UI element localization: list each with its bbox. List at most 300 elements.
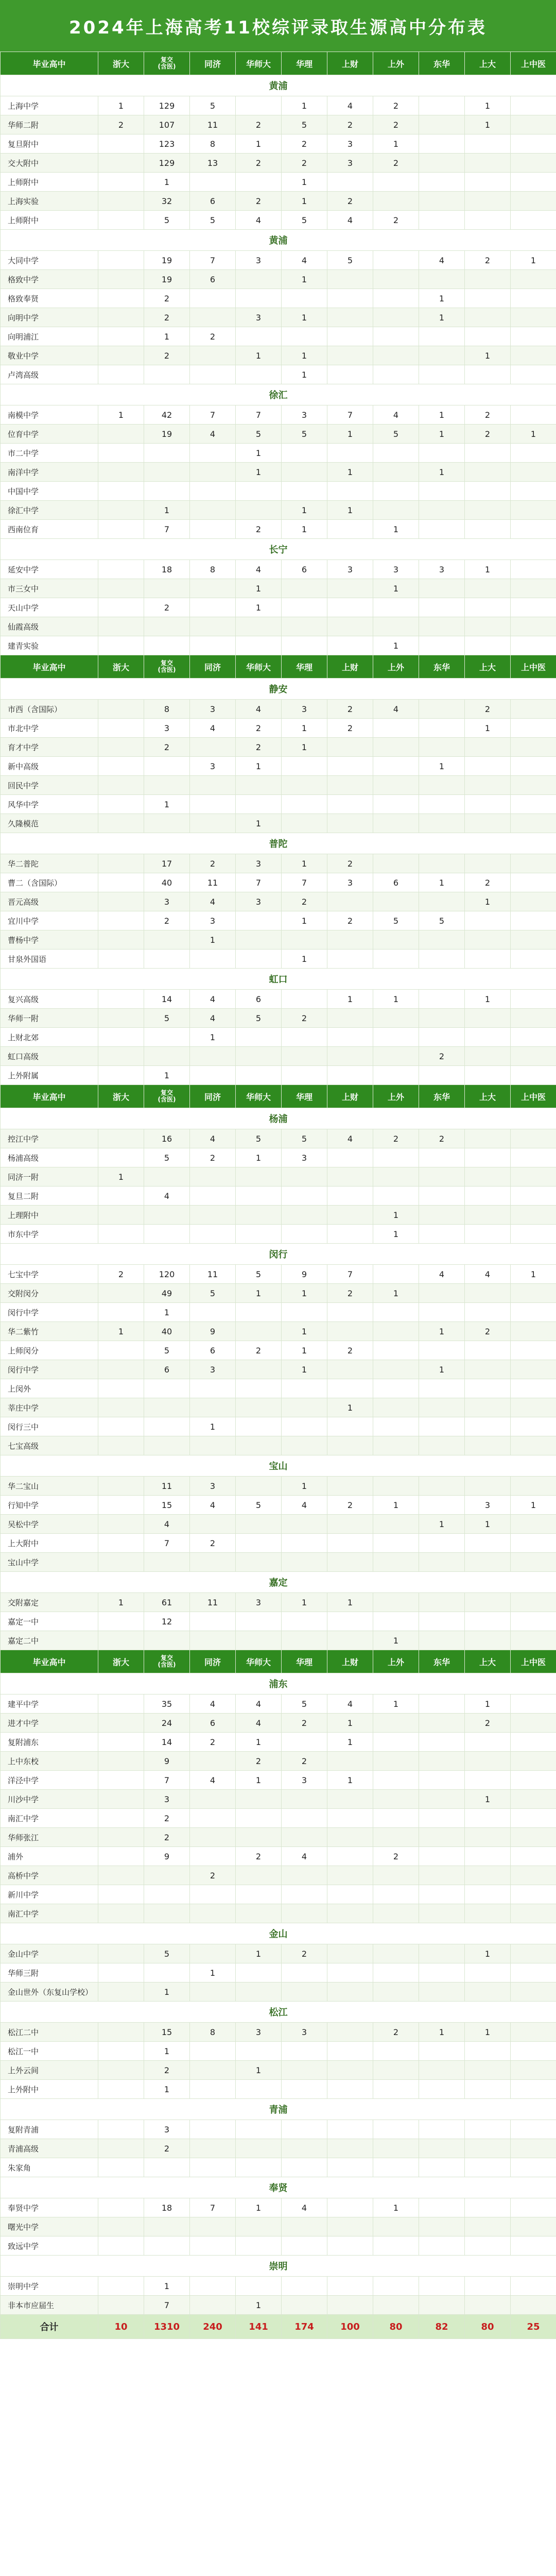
count-cell — [419, 173, 465, 192]
count-cell — [327, 1790, 373, 1809]
school-name: 仙霞高级 — [1, 617, 98, 636]
count-cell — [465, 365, 511, 384]
school-row — [1, 1066, 556, 1085]
count-cell — [98, 2139, 144, 2158]
count-cell: 3 — [282, 1148, 327, 1167]
count-cell — [98, 1148, 144, 1167]
school-name: 吴松中学 — [1, 1515, 98, 1534]
count-cell — [282, 2061, 327, 2080]
count-cell — [327, 1303, 373, 1322]
count-cell — [98, 1694, 144, 1714]
count-cell — [190, 346, 236, 365]
count-cell — [236, 1534, 282, 1553]
count-cell: 3 — [190, 757, 236, 776]
district-row — [1, 539, 556, 560]
count-cell — [511, 911, 556, 930]
count-cell — [98, 1733, 144, 1752]
count-cell — [373, 1904, 419, 1923]
count-cell: 6 — [190, 270, 236, 289]
count-cell: 49 — [144, 1284, 190, 1303]
count-cell — [327, 1963, 373, 1982]
count-cell: 3 — [190, 1360, 236, 1379]
count-cell — [373, 173, 419, 192]
school-row — [1, 501, 556, 520]
school-name: 华师三附 — [1, 1963, 98, 1982]
count-cell: 1 — [282, 520, 327, 539]
header-row — [1, 1085, 556, 1108]
count-cell — [327, 1417, 373, 1436]
school-row — [1, 1752, 556, 1771]
count-cell — [236, 1066, 282, 1085]
count-cell — [373, 2120, 419, 2139]
count-cell — [98, 1534, 144, 1553]
count-cell — [144, 1866, 190, 1885]
count-cell: 1 — [282, 192, 327, 211]
count-cell: 2 — [190, 1733, 236, 1752]
count-cell — [419, 1982, 465, 2002]
count-cell: 1 — [511, 1265, 556, 1284]
count-cell: 8 — [190, 560, 236, 579]
header-cell: 毕业高中 — [1, 52, 98, 75]
count-cell — [373, 1047, 419, 1066]
count-cell — [144, 2236, 190, 2256]
count-cell — [98, 617, 144, 636]
count-cell — [190, 2120, 236, 2139]
count-cell: 7 — [327, 405, 373, 425]
count-cell: 3 — [236, 2023, 282, 2042]
count-cell: 2 — [190, 854, 236, 873]
count-cell — [511, 308, 556, 327]
count-cell — [465, 1771, 511, 1790]
count-cell — [511, 1303, 556, 1322]
count-cell: 1 — [282, 1322, 327, 1341]
school-name: 南汇中学 — [1, 1809, 98, 1828]
count-cell — [511, 173, 556, 192]
count-cell: 1 — [144, 1066, 190, 1085]
count-cell — [98, 1477, 144, 1496]
count-cell: 4 — [144, 1515, 190, 1534]
count-cell — [465, 211, 511, 230]
count-cell: 2 — [465, 405, 511, 425]
count-cell — [236, 1809, 282, 1828]
school-name: 七宝中学 — [1, 1265, 98, 1284]
count-cell: 1 — [465, 115, 511, 134]
count-cell: 2 — [327, 1284, 373, 1303]
count-cell — [511, 854, 556, 873]
school-name: 华师二附 — [1, 115, 98, 134]
school-name: 风华中学 — [1, 795, 98, 814]
count-cell — [236, 1866, 282, 1885]
school-name: 延安中学 — [1, 560, 98, 579]
school-name: 上海中学 — [1, 96, 98, 115]
count-cell — [98, 1866, 144, 1885]
count-cell — [373, 501, 419, 520]
count-cell: 6 — [144, 1360, 190, 1379]
count-cell: 1 — [282, 1284, 327, 1303]
count-cell: 5 — [144, 211, 190, 230]
count-cell: 1 — [236, 1944, 282, 1963]
count-cell: 4 — [190, 1771, 236, 1790]
count-cell — [98, 211, 144, 230]
count-cell: 1 — [373, 1694, 419, 1714]
header-cell: 上财 — [327, 1085, 373, 1108]
school-name: 莘庄中学 — [1, 1398, 98, 1417]
count-cell — [419, 776, 465, 795]
count-cell — [419, 1790, 465, 1809]
count-cell: 107 — [144, 115, 190, 134]
count-cell: 1 — [419, 873, 465, 892]
count-cell: 1 — [236, 1284, 282, 1303]
school-name: 市东中学 — [1, 1225, 98, 1244]
school-name: 市西（含国际） — [1, 700, 98, 719]
page-title: 2024年上海高考11校综评录取生源高中分布表 — [0, 0, 556, 52]
count-cell — [511, 1752, 556, 1771]
header-cell: 东华 — [419, 1085, 465, 1108]
count-cell — [190, 1847, 236, 1866]
school-row — [1, 482, 556, 501]
count-cell — [419, 1206, 465, 1225]
count-cell — [144, 930, 190, 950]
count-cell: 1 — [98, 96, 144, 115]
count-cell — [511, 1322, 556, 1341]
count-cell — [511, 1612, 556, 1631]
count-cell: 3 — [465, 1496, 511, 1515]
school-row — [1, 463, 556, 482]
school-row — [1, 1612, 556, 1631]
count-cell — [419, 1284, 465, 1303]
count-cell: 2 — [327, 1341, 373, 1360]
school-row — [1, 346, 556, 365]
count-cell: 11 — [190, 115, 236, 134]
count-cell — [190, 289, 236, 308]
count-cell: 2 — [282, 154, 327, 173]
count-cell: 1 — [282, 365, 327, 384]
count-cell: 2 — [144, 1809, 190, 1828]
school-name: 浦外 — [1, 1847, 98, 1866]
school-name: 致远中学 — [1, 2236, 98, 2256]
count-cell: 5 — [190, 211, 236, 230]
count-cell — [511, 873, 556, 892]
school-name: 上闵外 — [1, 1379, 98, 1398]
school-name: 行知中学 — [1, 1496, 98, 1515]
count-cell: 12 — [144, 1612, 190, 1631]
count-cell — [373, 308, 419, 327]
count-cell — [419, 192, 465, 211]
school-name: 金山世外（东复山学校） — [1, 1982, 98, 2002]
count-cell — [98, 1944, 144, 1963]
header-cell: 上中医 — [511, 1650, 556, 1673]
count-cell — [98, 1303, 144, 1322]
count-cell — [511, 1417, 556, 1436]
count-cell: 1 — [465, 990, 511, 1009]
count-cell: 5 — [282, 211, 327, 230]
count-cell — [190, 1612, 236, 1631]
count-cell: 5 — [190, 1284, 236, 1303]
count-cell — [465, 1303, 511, 1322]
count-cell — [419, 1904, 465, 1923]
count-cell — [327, 2236, 373, 2256]
total-cell: 100 — [327, 2315, 373, 2339]
count-cell: 1 — [419, 308, 465, 327]
count-cell: 4 — [465, 1265, 511, 1284]
count-cell: 2 — [190, 1148, 236, 1167]
total-cell: 174 — [282, 2315, 327, 2339]
count-cell: 8 — [190, 2023, 236, 2042]
count-cell — [144, 365, 190, 384]
count-cell: 40 — [144, 873, 190, 892]
count-cell — [190, 520, 236, 539]
district-name: 杨浦 — [1, 1108, 556, 1129]
school-row — [1, 579, 556, 598]
count-cell — [465, 776, 511, 795]
school-row — [1, 1809, 556, 1828]
count-cell — [282, 1206, 327, 1225]
count-cell — [327, 1809, 373, 1828]
count-cell — [282, 1553, 327, 1572]
count-cell — [511, 1515, 556, 1534]
count-cell — [236, 950, 282, 969]
school-row — [1, 1284, 556, 1303]
count-cell — [419, 115, 465, 134]
count-cell — [373, 1790, 419, 1809]
school-name: 奉贤中学 — [1, 2198, 98, 2217]
count-cell — [419, 579, 465, 598]
count-cell: 4 — [236, 560, 282, 579]
count-cell: 7 — [282, 873, 327, 892]
count-cell — [190, 173, 236, 192]
count-cell: 7 — [190, 251, 236, 270]
count-cell: 4 — [236, 1694, 282, 1714]
count-cell — [236, 482, 282, 501]
school-row — [1, 2061, 556, 2080]
count-cell — [327, 2217, 373, 2236]
count-cell: 1 — [511, 1496, 556, 1515]
count-cell: 4 — [282, 1496, 327, 1515]
district-name: 闵行 — [1, 1244, 556, 1265]
count-cell — [511, 2120, 556, 2139]
school-row — [1, 1047, 556, 1066]
school-name: 南洋中学 — [1, 463, 98, 482]
count-cell: 3 — [282, 1771, 327, 1790]
count-cell — [236, 1982, 282, 2002]
school-row — [1, 1303, 556, 1322]
count-cell: 4 — [190, 1009, 236, 1028]
count-cell — [419, 700, 465, 719]
count-cell — [190, 501, 236, 520]
count-cell — [282, 930, 327, 950]
count-cell — [465, 757, 511, 776]
total-cell: 80 — [465, 2315, 511, 2339]
count-cell — [373, 2236, 419, 2256]
count-cell — [327, 1322, 373, 1341]
school-row — [1, 1963, 556, 1982]
count-cell — [327, 2042, 373, 2061]
count-cell — [373, 1771, 419, 1790]
count-cell: 32 — [144, 192, 190, 211]
count-cell — [511, 2061, 556, 2080]
count-cell — [465, 598, 511, 617]
count-cell — [190, 598, 236, 617]
count-cell — [419, 2296, 465, 2315]
school-row — [1, 1148, 556, 1167]
header-cell: 华师大 — [236, 1085, 282, 1108]
count-cell — [98, 1028, 144, 1047]
count-cell — [144, 463, 190, 482]
count-cell — [373, 192, 419, 211]
count-cell: 4 — [190, 1129, 236, 1148]
count-cell: 3 — [236, 892, 282, 911]
distribution-table — [0, 52, 556, 2339]
count-cell: 2 — [373, 1847, 419, 1866]
school-row — [1, 405, 556, 425]
school-row — [1, 1225, 556, 1244]
count-cell — [98, 1417, 144, 1436]
count-cell: 1 — [98, 1167, 144, 1187]
count-cell — [511, 211, 556, 230]
header-cell: 华理 — [282, 1650, 327, 1673]
count-cell — [236, 289, 282, 308]
count-cell — [327, 1187, 373, 1206]
count-cell: 1 — [327, 990, 373, 1009]
count-cell: 4 — [144, 1187, 190, 1206]
count-cell — [282, 2296, 327, 2315]
header-cell: 上外 — [373, 1085, 419, 1108]
count-cell — [327, 1515, 373, 1534]
count-cell — [144, 1398, 190, 1417]
count-cell — [465, 1593, 511, 1612]
count-cell — [327, 814, 373, 833]
count-cell — [98, 501, 144, 520]
count-cell — [98, 1009, 144, 1028]
count-cell — [419, 1303, 465, 1322]
count-cell: 5 — [144, 1341, 190, 1360]
district-name: 普陀 — [1, 833, 556, 854]
count-cell — [465, 1360, 511, 1379]
count-cell: 2 — [465, 873, 511, 892]
count-cell: 1 — [98, 405, 144, 425]
school-row — [1, 2120, 556, 2139]
count-cell — [465, 1129, 511, 1148]
count-cell — [98, 911, 144, 930]
count-cell — [511, 1847, 556, 1866]
count-cell — [282, 2277, 327, 2296]
count-cell — [419, 2042, 465, 2061]
school-name: 上师附中 — [1, 173, 98, 192]
count-cell — [511, 795, 556, 814]
count-cell — [98, 1752, 144, 1771]
count-cell — [419, 2061, 465, 2080]
count-cell — [327, 1225, 373, 1244]
count-cell — [511, 1631, 556, 1650]
count-cell — [236, 2139, 282, 2158]
header-cell: 浙大 — [98, 52, 144, 75]
count-cell — [190, 463, 236, 482]
count-cell — [511, 1553, 556, 1572]
count-cell — [327, 520, 373, 539]
count-cell — [511, 365, 556, 384]
count-cell: 1 — [419, 1515, 465, 1534]
count-cell — [373, 892, 419, 911]
count-cell: 1 — [465, 2023, 511, 2042]
count-cell — [190, 1982, 236, 2002]
count-cell — [465, 1553, 511, 1572]
count-cell — [190, 1303, 236, 1322]
school-row — [1, 700, 556, 719]
count-cell — [511, 1714, 556, 1733]
count-cell — [511, 1009, 556, 1028]
school-row — [1, 96, 556, 115]
count-cell: 3 — [373, 560, 419, 579]
count-cell: 9 — [144, 1752, 190, 1771]
count-cell — [144, 1904, 190, 1923]
count-cell — [511, 482, 556, 501]
count-cell — [98, 1809, 144, 1828]
count-cell — [236, 1028, 282, 1047]
school-name: 中国中学 — [1, 482, 98, 501]
count-cell — [327, 346, 373, 365]
count-cell: 2 — [373, 2023, 419, 2042]
count-cell — [465, 154, 511, 173]
count-cell — [327, 1167, 373, 1187]
count-cell: 1 — [282, 950, 327, 969]
count-cell — [465, 1066, 511, 1085]
school-row — [1, 192, 556, 211]
count-cell — [511, 1828, 556, 1847]
count-cell — [282, 463, 327, 482]
count-cell: 3 — [282, 2023, 327, 2042]
count-cell — [282, 1167, 327, 1187]
count-cell — [190, 2236, 236, 2256]
count-cell — [511, 1982, 556, 2002]
count-cell — [373, 270, 419, 289]
count-cell — [465, 1341, 511, 1360]
count-cell: 1 — [465, 719, 511, 738]
school-row — [1, 1496, 556, 1515]
count-cell: 1 — [144, 501, 190, 520]
count-cell: 2 — [144, 346, 190, 365]
count-cell — [465, 327, 511, 346]
school-name: 宝山中学 — [1, 1553, 98, 1572]
header-cell: 东华 — [419, 655, 465, 679]
count-cell — [511, 1534, 556, 1553]
count-cell: 1 — [373, 134, 419, 154]
count-cell: 2 — [236, 115, 282, 134]
school-name: 复附浦东 — [1, 1733, 98, 1752]
school-row — [1, 930, 556, 950]
count-cell: 1 — [282, 96, 327, 115]
count-cell: 4 — [190, 892, 236, 911]
count-cell: 1 — [419, 1322, 465, 1341]
count-cell — [190, 1225, 236, 1244]
count-cell — [373, 1322, 419, 1341]
count-cell — [327, 795, 373, 814]
school-row — [1, 1206, 556, 1225]
count-cell: 5 — [419, 911, 465, 930]
count-cell — [327, 617, 373, 636]
header-cell: 上大 — [465, 1085, 511, 1108]
school-row — [1, 1360, 556, 1379]
school-name: 交附嘉定 — [1, 1593, 98, 1612]
count-cell — [98, 1714, 144, 1733]
district-row — [1, 2256, 556, 2277]
school-row — [1, 425, 556, 444]
count-cell — [419, 738, 465, 757]
count-cell: 2 — [236, 192, 282, 211]
count-cell — [98, 2296, 144, 2315]
count-cell — [373, 1379, 419, 1398]
count-cell — [144, 757, 190, 776]
count-cell — [465, 930, 511, 950]
